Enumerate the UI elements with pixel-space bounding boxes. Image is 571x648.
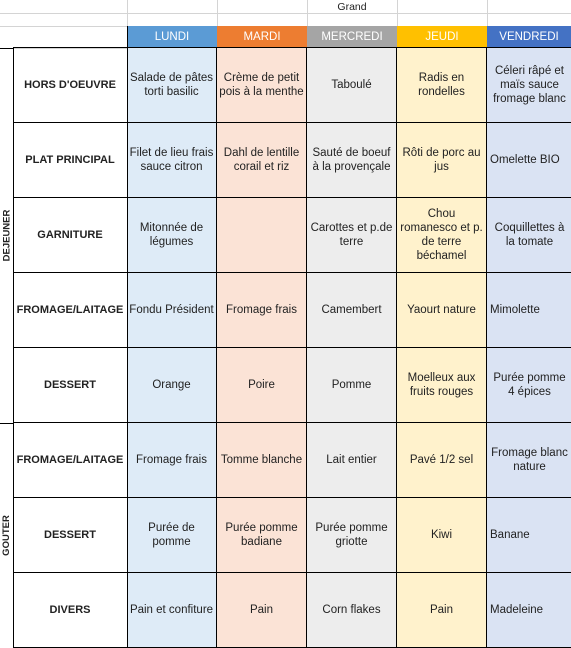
- row-label[interactable]: PLAT PRINCIPAL: [13, 123, 127, 198]
- border-left-labels: [13, 48, 14, 648]
- border-left-days: [127, 26, 128, 648]
- menu-cell-lundi[interactable]: Filet de lieu frais sauce citron: [127, 123, 217, 198]
- menu-cell-mercredi[interactable]: Lait entier: [307, 423, 397, 498]
- gridline-horizontal: [0, 13, 571, 14]
- row-label[interactable]: HORS D'OEUVRE: [13, 48, 127, 123]
- menu-cell-lundi[interactable]: Pain et confiture: [127, 573, 217, 648]
- day-header-vendredi[interactable]: VENDREDI: [487, 26, 571, 48]
- group-label-gouter[interactable]: [0, 423, 13, 648]
- menu-cell-lundi[interactable]: Purée de pomme: [127, 498, 217, 573]
- menu-cell-mardi[interactable]: [217, 198, 307, 273]
- menu-cell-mardi[interactable]: Pain: [217, 573, 307, 648]
- day-header-jeudi[interactable]: JEUDI: [397, 26, 487, 48]
- border-group-top: [0, 48, 13, 49]
- menu-cell-jeudi[interactable]: Radis en rondelles: [397, 48, 487, 123]
- row-label[interactable]: GARNITURE: [13, 198, 127, 273]
- menu-cell-mardi[interactable]: Poire: [217, 348, 307, 423]
- menu-cell-mardi[interactable]: Crème de petit pois à la menthe: [217, 48, 307, 123]
- menu-cell-vendredi[interactable]: Omelette BIO: [487, 123, 571, 198]
- menu-cell-jeudi[interactable]: Pavé 1/2 sel: [397, 423, 487, 498]
- menu-cell-mercredi[interactable]: Pomme: [307, 348, 397, 423]
- menu-cell-lundi[interactable]: Salade de pâtes torti basilic: [127, 48, 217, 123]
- menu-cell-lundi[interactable]: Fromage frais: [127, 423, 217, 498]
- menu-cell-vendredi[interactable]: Coquillettes à la tomate: [487, 198, 571, 273]
- menu-cell-mercredi[interactable]: Camembert: [307, 273, 397, 348]
- border-header-bottom: [13, 47, 571, 48]
- menu-cell-jeudi[interactable]: Kiwi: [397, 498, 487, 573]
- menu-cell-lundi[interactable]: Orange: [127, 348, 217, 423]
- menu-cell-lundi[interactable]: Mitonnée de légumes: [127, 198, 217, 273]
- menu-cell-vendredi[interactable]: Mimolette: [487, 273, 571, 348]
- menu-cell-mercredi[interactable]: Taboulé: [307, 48, 397, 123]
- menu-cell-vendredi[interactable]: Fromage blanc nature: [487, 423, 571, 498]
- row-label[interactable]: FROMAGE/LAITAGE: [13, 423, 127, 498]
- menu-cell-vendredi[interactable]: Banane: [487, 498, 571, 573]
- row-label[interactable]: DESSERT: [13, 498, 127, 573]
- day-header-lundi[interactable]: LUNDI: [127, 26, 217, 48]
- border-group-split: [0, 423, 13, 424]
- menu-cell-mercredi[interactable]: Sauté de boeuf à la provençale: [307, 123, 397, 198]
- menu-cell-mardi[interactable]: Purée pomme badiane: [217, 498, 307, 573]
- menu-cell-vendredi[interactable]: Madeleine: [487, 573, 571, 648]
- sheet-title[interactable]: Grand: [337, 1, 367, 13]
- menu-cell-vendredi[interactable]: Purée pomme 4 épices: [487, 348, 571, 423]
- menu-cell-vendredi[interactable]: Céleri râpé et maïs sauce fromage blanc: [487, 48, 571, 123]
- day-header-mardi[interactable]: MARDI: [217, 26, 307, 48]
- menu-cell-mardi[interactable]: Tomme blanche: [217, 423, 307, 498]
- menu-cell-jeudi[interactable]: Pain: [397, 573, 487, 648]
- menu-cell-jeudi[interactable]: Yaourt nature: [397, 273, 487, 348]
- menu-cell-mercredi[interactable]: Corn flakes: [307, 573, 397, 648]
- day-header-mercredi[interactable]: MERCREDI: [307, 26, 397, 48]
- menu-cell-jeudi[interactable]: Chou romanesco et p. de terre béchamel: [397, 198, 487, 273]
- menu-cell-mercredi[interactable]: Carottes et p.de terre: [307, 198, 397, 273]
- menu-cell-jeudi[interactable]: Rôti de porc au jus: [397, 123, 487, 198]
- menu-cell-jeudi[interactable]: Moelleux aux fruits rouges: [397, 348, 487, 423]
- group-label-dejeuner[interactable]: [0, 48, 13, 423]
- menu-cell-mercredi[interactable]: Purée pomme griotte: [307, 498, 397, 573]
- row-label[interactable]: FROMAGE/LAITAGE: [13, 273, 127, 348]
- row-label[interactable]: DIVERS: [13, 573, 127, 648]
- menu-cell-mardi[interactable]: Fromage frais: [217, 273, 307, 348]
- group-label-text: GOUTER: [1, 515, 13, 556]
- row-label[interactable]: DESSERT: [13, 348, 127, 423]
- menu-cell-lundi[interactable]: Fondu Président: [127, 273, 217, 348]
- menu-cell-mardi[interactable]: Dahl de lentille corail et riz: [217, 123, 307, 198]
- group-label-text: DEJEUNER: [1, 209, 12, 262]
